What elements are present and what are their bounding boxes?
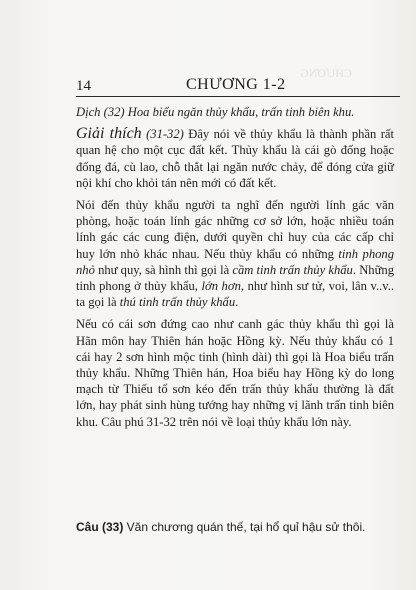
explanation-label: Giải thích	[76, 125, 142, 143]
page-header	[76, 76, 400, 97]
paragraph-3: Nếu có cái sơn đứng cao như canh gác thủy khẩu thì gọi là Hãn môn hay Thiên hán hoặc Hồng kỳ. Nếu thủy khẩu có 1 cái hay 2 sơn hình mộc tinh (hình dài) thì gọi là Hoa biểu trấn thủy khẩu. Những Thiên hán, Hoa biểu hay Hồng kỳ do long mạch từ Thiếu tổ sơn kéo đến trấn thủy khẩu thường là đất lớn, hay phát sinh hùng tướng hay những vị lãnh trấn tinh biên khu. Câu phú 31-32 trên nói về loại thủy khẩu lớn này.	[76, 317, 394, 429]
para-2-part-2: như quy, sà hình thì gọi là	[94, 262, 233, 277]
body-text	[76, 104, 394, 430]
explanation-paragraph	[76, 126, 394, 191]
chapter-title: CHƯƠNG 1-2	[186, 76, 286, 93]
explanation-ref: (31-32)	[146, 127, 184, 142]
bleed-through-text: CHƯƠNG	[300, 66, 352, 80]
para-2-part-4: , như hình sư tử, voi, lân v..v.. ta gọi là	[76, 279, 395, 310]
para-2-emphasis-2: cầm tinh trấn thủy khẩu	[232, 262, 353, 277]
page-number: 14	[76, 78, 91, 94]
paragraph-2	[76, 197, 394, 310]
para-2-emphasis-1: tinh phong nhỏ	[76, 246, 395, 277]
para-2-emphasis-3: lớn hơn	[201, 279, 241, 294]
question-33	[76, 519, 394, 535]
question-33-label: Câu (33)	[76, 520, 124, 534]
para-2-emphasis-4: thú tinh trấn thủy khẩu	[119, 295, 236, 310]
para-2-part-1: Nói đến thủy khẩu người ta nghĩ đến người lính gác văn phòng, hoặc toán lính gác những cơ sở lớn, hoặc nhiều toán lính gác các cung điện, dưới quyền chỉ huy của các cấp chỉ huy lớn nhỏ khác nhau. Nếu thủy khẩu có những	[76, 198, 394, 261]
explanation-text: Đây nói về thủy khẩu là thành phần rất quan hệ cho một cục đất kết. Thủy khẩu là cái gò đống hoặc đống đá, cù lao, chỗ thắt lại ngăn nước chảy, để đóng cửa giữ nội khí cho khỏi tán nên mới có đất kết.	[76, 127, 395, 190]
question-33-text: Văn chương quán thế, tại hổ quỉ hậu sử thôi.	[123, 520, 366, 534]
para-2-part-3: . Những tinh phong ở thủy khẩu,	[76, 262, 395, 294]
verse-32-translation: Dịch (32) Hoa biểu ngăn thủy khẩu, trấn tinh biên khu.	[76, 105, 355, 119]
para-2-part-5: .	[235, 295, 239, 310]
